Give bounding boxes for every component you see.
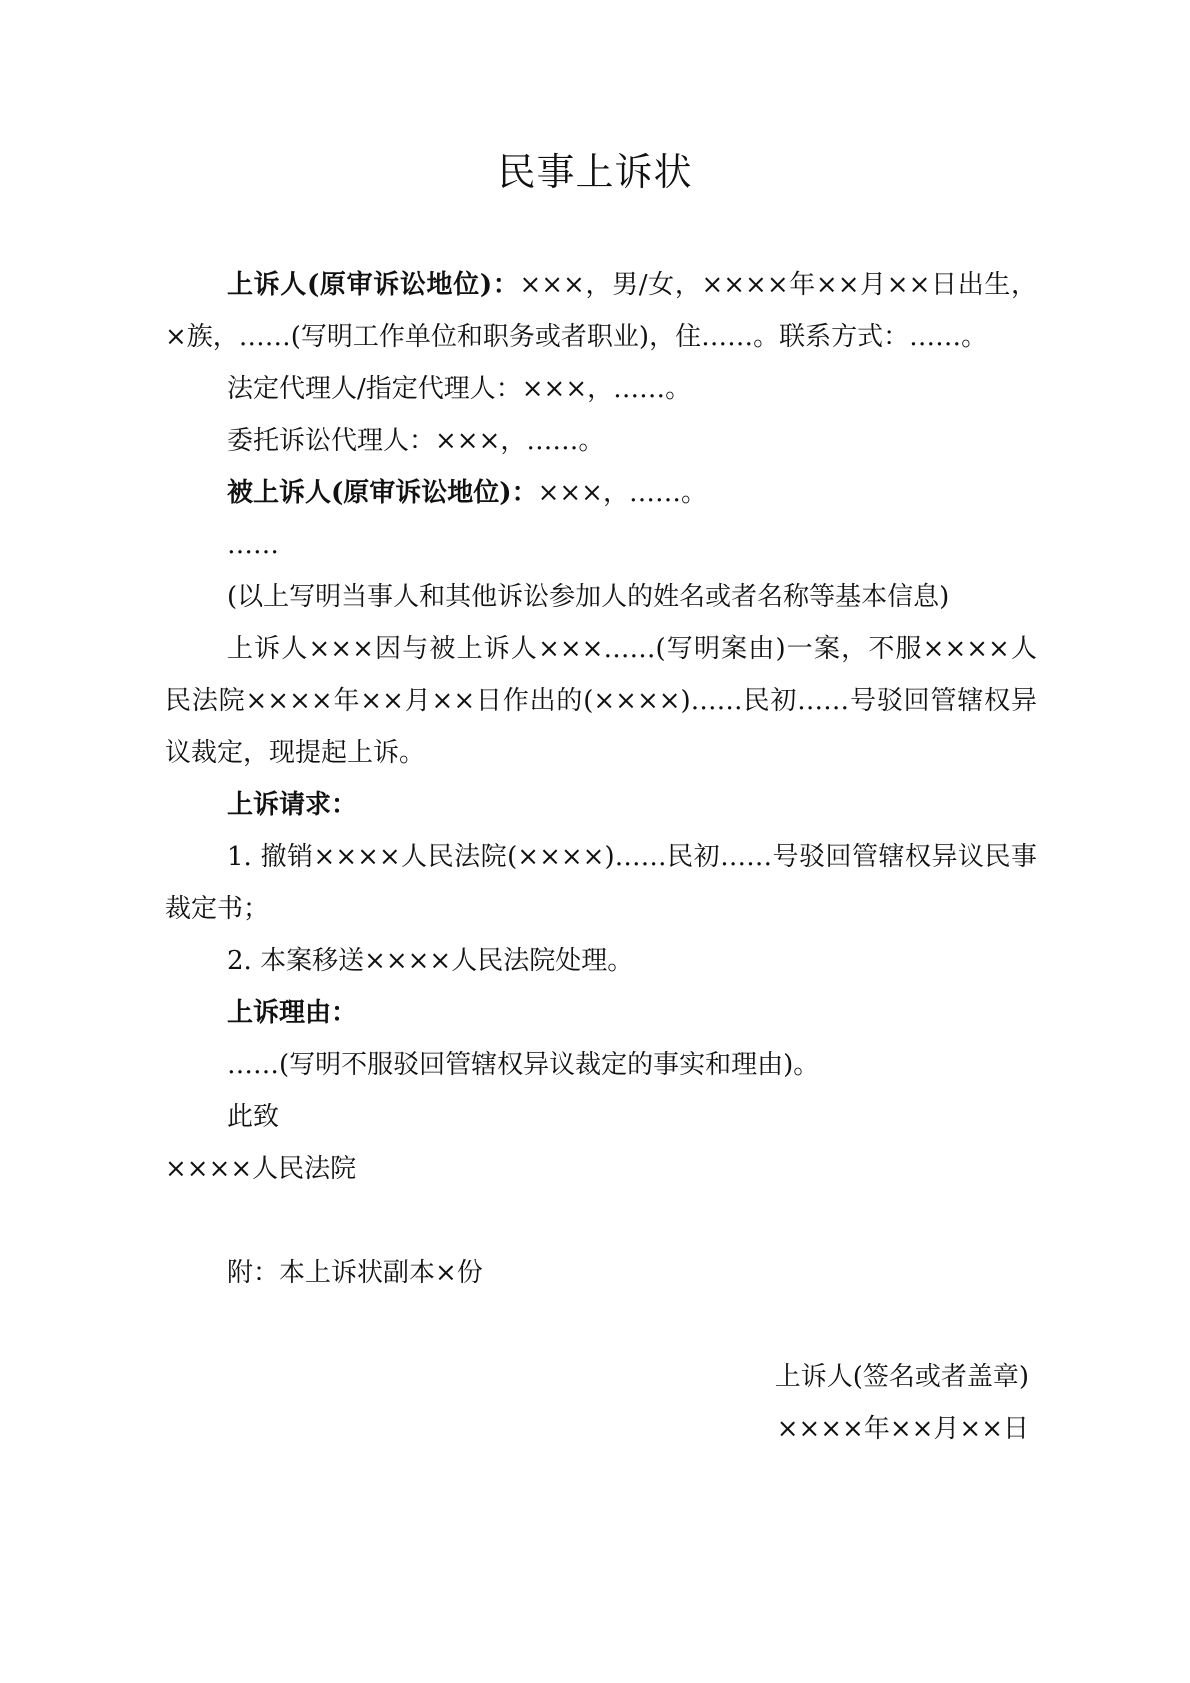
appellant-text: ×××，男/女，××××年××月××日出生，×族，……(写明工作单位和职务或者职业)，住……。联系方式：……。 (165, 270, 1037, 352)
signature-line: 上诉人(签名或者盖章) (774, 1362, 1029, 1392)
appellant-label: 上诉人(原审诉讼地位)： (227, 270, 520, 300)
entrusted-agent-paragraph: 委托诉讼代理人：×××，……。 (227, 426, 605, 456)
legal-agent-paragraph: 法定代理人/指定代理人：×××，……。 (227, 374, 692, 404)
case-intro-paragraph: 上诉人×××因与被上诉人×××……(写明案由)一案，不服××××人民法院××××年××月××日作出的(××××)……民初……号驳回管辖权异议裁定，现提起上诉。 (165, 634, 1037, 768)
document-title: 民事上诉状 (497, 150, 693, 194)
blank-line (165, 1195, 1037, 1247)
signature-date: ××××年××月××日 (776, 1414, 1029, 1444)
appellee-text: ×××，……。 (537, 478, 707, 508)
appellee-paragraph (165, 467, 1037, 519)
appellee-label: 被上诉人(原审诉讼地位)： (227, 478, 538, 508)
reasons-heading: 上诉理由： (227, 998, 358, 1028)
request-item-2: 2. 本案移送××××人民法院处理。 (227, 946, 634, 976)
request-item-1: 1. 撤销××××人民法院(××××)……民初……号驳回管辖权异议民事裁定书； (165, 842, 1037, 924)
parties-note: (以上写明当事人和其他诉讼参加人的姓名或者名称等基本信息) (227, 582, 950, 612)
blank-line (165, 1299, 1037, 1351)
addressee-court: ××××人民法院 (165, 1154, 357, 1184)
document-body (165, 259, 1037, 1455)
attachment-note: 附：本上诉状副本×份 (227, 1258, 483, 1288)
closing-salutation: 此致 (227, 1102, 280, 1132)
ellipsis-line: …… (227, 530, 279, 560)
requests-heading: 上诉请求： (227, 790, 358, 820)
appellant-paragraph (165, 259, 1037, 363)
reasons-text: ……(写明不服驳回管辖权异议裁定的事实和理由)。 (227, 1050, 820, 1080)
